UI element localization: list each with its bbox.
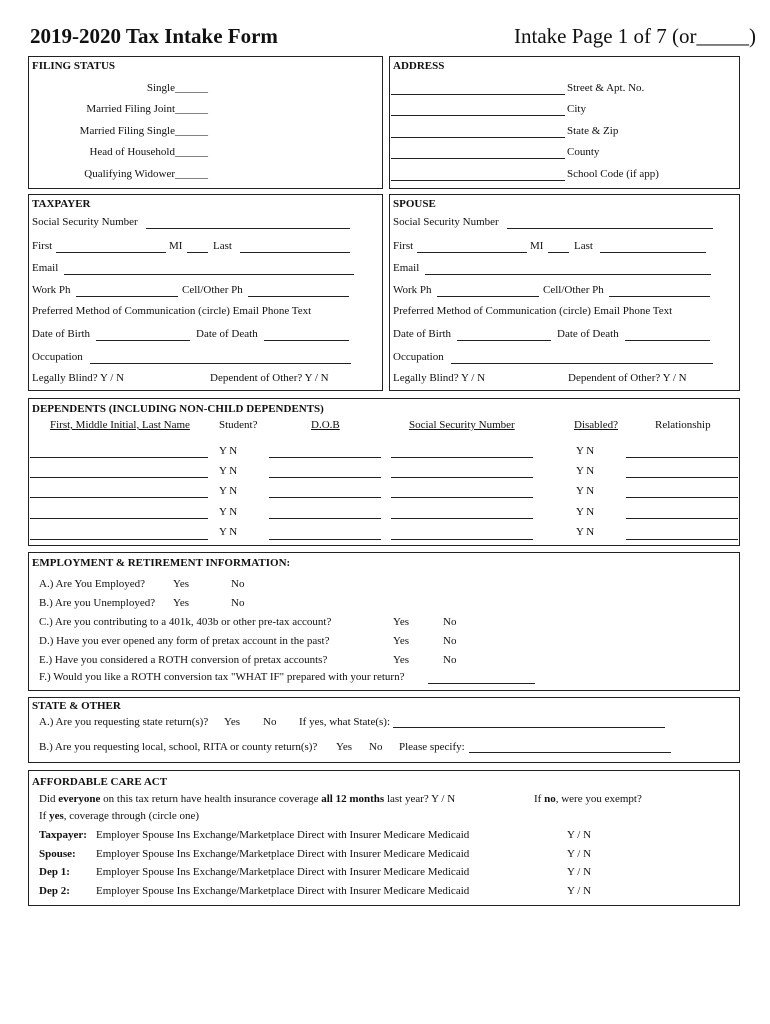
taxpayer-last-input[interactable]: [240, 252, 350, 253]
state-zip-input[interactable]: [391, 137, 565, 138]
taxpayer-mi-input[interactable]: [187, 252, 208, 253]
taxpayer-occupation-input[interactable]: [90, 363, 351, 364]
spouse-work-ph-label: Work Ph: [393, 284, 432, 296]
filing-status-header: FILING STATUS: [32, 60, 116, 72]
aca-row-dep1-yn[interactable]: Y / N: [567, 866, 592, 878]
spouse-legally-blind[interactable]: Legally Blind? Y / N: [393, 372, 486, 384]
dependents-col-relationship: Relationship: [655, 419, 711, 431]
spouse-dob-label: Date of Birth: [393, 328, 452, 340]
school-code-label: School Code (if app): [567, 168, 659, 180]
dependent-dob-input[interactable]: [269, 457, 381, 458]
aca-q-all-months: all 12 months: [321, 793, 385, 805]
dependent-relationship-input[interactable]: [626, 539, 738, 540]
taxpayer-email-label: Email: [32, 262, 59, 274]
taxpayer-dob-label: Date of Birth: [32, 328, 91, 340]
spouse-occupation-label: Occupation: [393, 351, 444, 363]
taxpayer-mi-label: MI: [169, 240, 183, 252]
spouse-ssn-input[interactable]: [507, 228, 713, 229]
state-q-b-yes[interactable]: Yes: [336, 741, 353, 753]
dependent-name-input[interactable]: [30, 477, 208, 478]
spouse-last-input[interactable]: [600, 252, 706, 253]
dependents-col-name: First, Middle Initial, Last Name: [50, 419, 190, 431]
spouse-ssn-label: Social Security Number: [393, 216, 499, 228]
aca-header: AFFORDABLE CARE ACT: [32, 776, 168, 788]
county-label: County: [567, 146, 600, 158]
dependent-relationship-input[interactable]: [626, 477, 738, 478]
aca-q-everyone: everyone: [58, 793, 101, 805]
taxpayer-dob-input[interactable]: [96, 340, 190, 341]
filing-option-qualifying-widower[interactable]: Qualifying Widower______: [84, 168, 208, 180]
state-q-b: B.) Are you requesting local, school, RITA or county return(s)?: [39, 741, 318, 753]
employment-q-d-no[interactable]: No: [443, 635, 457, 647]
employment-q-a: A.) Are You Employed?: [39, 578, 146, 590]
dependent-student-yn[interactable]: Y N: [219, 465, 238, 477]
city-label: City: [567, 103, 586, 115]
state-other-box: [28, 697, 740, 763]
employment-q-e-no[interactable]: No: [443, 654, 457, 666]
aca-row-dep2-label: Dep 2:: [39, 885, 70, 897]
taxpayer-cell-ph-input[interactable]: [248, 296, 349, 297]
employment-q-a-no[interactable]: No: [231, 578, 245, 590]
aca-row-taxpayer-yn[interactable]: Y / N: [567, 829, 592, 841]
aca-exempt-part: , were you exempt?: [555, 793, 642, 805]
state-if-yes-label: If yes, what State(s):: [299, 716, 391, 728]
dependent-name-input[interactable]: [30, 518, 208, 519]
state-q-a-no[interactable]: No: [263, 716, 277, 728]
dependent-relationship-input[interactable]: [626, 457, 738, 458]
spouse-dod-input[interactable]: [625, 340, 710, 341]
aca-cov-yes: yes: [49, 810, 64, 822]
dependents-col-ssn: Social Security Number: [409, 419, 515, 431]
spouse-work-ph-input[interactable]: [437, 296, 539, 297]
state-q-b-no[interactable]: No: [369, 741, 383, 753]
dependent-ssn-input[interactable]: [391, 457, 533, 458]
state-q-a-yes[interactable]: Yes: [224, 716, 241, 728]
state-please-specify-label: Please specify:: [399, 741, 465, 753]
aca-row-dep1-label: Dep 1:: [39, 866, 70, 878]
dependent-ssn-input[interactable]: [391, 539, 533, 540]
state-q-a: A.) Are you requesting state return(s)?: [39, 716, 209, 728]
spouse-cell-ph-input[interactable]: [609, 296, 710, 297]
employment-q-c-no[interactable]: No: [443, 616, 457, 628]
taxpayer-ssn-input[interactable]: [146, 228, 350, 229]
spouse-first-label: First: [393, 240, 414, 252]
taxpayer-work-ph-label: Work Ph: [32, 284, 71, 296]
filing-option-head-of-household[interactable]: Head of Household______: [89, 146, 208, 158]
dependent-dob-input[interactable]: [269, 497, 381, 498]
aca-row-taxpayer-options[interactable]: Employer Spouse Ins Exchange/Marketplace Direct with Insurer Medicare Medicaid: [96, 829, 470, 841]
employment-q-f-input[interactable]: [428, 683, 535, 684]
dependent-student-yn[interactable]: Y N: [219, 485, 238, 497]
employment-q-f: F.) Would you like a ROTH conversion tax "WHAT IF" prepared with your return?: [39, 671, 405, 683]
state-names-input[interactable]: [393, 727, 665, 728]
employment-q-b-yes[interactable]: Yes: [173, 597, 190, 609]
state-specify-input[interactable]: [469, 752, 671, 753]
dependent-ssn-input[interactable]: [391, 477, 533, 478]
aca-row-spouse-yn[interactable]: Y / N: [567, 848, 592, 860]
spouse-dob-input[interactable]: [457, 340, 551, 341]
spouse-mi-label: MI: [530, 240, 544, 252]
dependents-header: DEPENDENTS (INCLUDING NON-CHILD DEPENDENTS): [32, 403, 324, 415]
employment-header: EMPLOYMENT & RETIREMENT INFORMATION:: [32, 557, 291, 569]
aca-cov-part: , coverage through (circle one): [63, 810, 200, 822]
dependent-dob-input[interactable]: [269, 477, 381, 478]
dependent-disabled-yn[interactable]: Y N: [576, 526, 595, 538]
address-header: ADDRESS: [393, 60, 445, 72]
employment-q-c: C.) Are you contributing to a 401k, 403b or other pre-tax account?: [39, 616, 332, 628]
taxpayer-first-input[interactable]: [56, 252, 166, 253]
employment-q-b: B.) Are you Unemployed?: [39, 597, 156, 609]
taxpayer-ssn-label: Social Security Number: [32, 216, 138, 228]
aca-q-part: on this tax return have health insurance coverage: [103, 793, 319, 805]
employment-q-c-yes[interactable]: Yes: [393, 616, 410, 628]
dependent-ssn-input[interactable]: [391, 497, 533, 498]
address-box: [389, 56, 740, 189]
aca-row-spouse-label: Spouse:: [39, 848, 76, 860]
taxpayer-pref-comm[interactable]: Preferred Method of Communication (circle) Email Phone Text: [32, 305, 312, 317]
aca-row-taxpayer-label: Taxpayer:: [39, 829, 87, 841]
dependent-relationship-input[interactable]: [626, 518, 738, 519]
aca-exempt-no: no: [544, 793, 556, 805]
spouse-email-input[interactable]: [425, 274, 711, 275]
taxpayer-header: TAXPAYER: [32, 198, 91, 210]
aca-coverage-question: [39, 793, 455, 805]
filing-option-single[interactable]: Single______: [146, 82, 208, 94]
taxpayer-dod-label: Date of Death: [196, 328, 258, 340]
dependents-col-student: Student?: [219, 419, 258, 431]
aca-exempt-question: [534, 793, 642, 805]
street-input[interactable]: [391, 94, 565, 95]
dependent-dob-input[interactable]: [269, 518, 381, 519]
spouse-last-label: Last: [574, 240, 593, 252]
spouse-pref-comm[interactable]: Preferred Method of Communication (circle) Email Phone Text: [393, 305, 673, 317]
taxpayer-legally-blind[interactable]: Legally Blind? Y / N: [32, 372, 125, 384]
taxpayer-dependent-of-other[interactable]: Dependent of Other? Y / N: [210, 372, 329, 384]
aca-row-dep2-yn[interactable]: Y / N: [567, 885, 592, 897]
spouse-dependent-of-other[interactable]: Dependent of Other? Y / N: [568, 372, 687, 384]
spouse-first-input[interactable]: [417, 252, 527, 253]
employment-q-d: D.) Have you ever opened any form of pretax account in the past?: [39, 635, 330, 647]
filing-option-married-joint[interactable]: Married Filing Joint______: [86, 103, 208, 115]
street-label: Street & Apt. No.: [567, 82, 645, 94]
filing-option-married-single[interactable]: Married Filing Single______: [79, 125, 208, 137]
employment-q-e: E.) Have you considered a ROTH conversion of pretax accounts?: [39, 654, 328, 666]
dependent-disabled-yn[interactable]: Y N: [576, 465, 595, 477]
taxpayer-last-label: Last: [213, 240, 232, 252]
dependent-student-yn[interactable]: Y N: [219, 445, 238, 457]
employment-q-d-yes[interactable]: Yes: [393, 635, 410, 647]
spouse-email-label: Email: [393, 262, 420, 274]
city-input[interactable]: [391, 115, 565, 116]
dependent-disabled-yn[interactable]: Y N: [576, 506, 595, 518]
employment-q-a-yes[interactable]: Yes: [173, 578, 190, 590]
aca-row-dep2-options[interactable]: Employer Spouse Ins Exchange/Marketplace Direct with Insurer Medicare Medicaid: [96, 885, 470, 897]
dependent-student-yn[interactable]: Y N: [219, 506, 238, 518]
aca-q-yn[interactable]: last year? Y / N: [386, 793, 456, 805]
aca-exempt-part: If: [534, 793, 542, 805]
aca-row-spouse-options[interactable]: Employer Spouse Ins Exchange/Marketplace Direct with Insurer Medicare Medicaid: [96, 848, 470, 860]
page-info: Intake Page 1 of 7 (or_____): [514, 24, 757, 48]
state-zip-label: State & Zip: [567, 125, 619, 137]
employment-q-b-no[interactable]: No: [231, 597, 245, 609]
taxpayer-cell-ph-label: Cell/Other Ph: [182, 284, 243, 296]
dependent-name-input[interactable]: [30, 539, 208, 540]
taxpayer-work-ph-input[interactable]: [76, 296, 178, 297]
spouse-cell-ph-label: Cell/Other Ph: [543, 284, 604, 296]
dependent-student-yn[interactable]: Y N: [219, 526, 238, 538]
spouse-header: SPOUSE: [393, 198, 436, 210]
dependents-col-dob: D.O.B: [311, 419, 340, 431]
dependent-disabled-yn[interactable]: Y N: [576, 485, 595, 497]
taxpayer-email-input[interactable]: [64, 274, 354, 275]
employment-q-e-yes[interactable]: Yes: [393, 654, 410, 666]
county-input[interactable]: [391, 158, 565, 159]
aca-cov-part: If: [39, 810, 47, 822]
aca-q-part: Did: [39, 793, 56, 805]
dependent-name-input[interactable]: [30, 497, 208, 498]
dependent-name-input[interactable]: [30, 457, 208, 458]
page-title: 2019-2020 Tax Intake Form: [30, 24, 278, 48]
dependent-dob-input[interactable]: [269, 539, 381, 540]
state-other-header: STATE & OTHER: [32, 700, 121, 712]
dependent-disabled-yn[interactable]: Y N: [576, 445, 595, 457]
spouse-mi-input[interactable]: [548, 252, 569, 253]
spouse-occupation-input[interactable]: [451, 363, 713, 364]
spouse-dod-label: Date of Death: [557, 328, 619, 340]
taxpayer-first-label: First: [32, 240, 53, 252]
taxpayer-occupation-label: Occupation: [32, 351, 83, 363]
dependent-relationship-input[interactable]: [626, 497, 738, 498]
dependents-col-disabled: Disabled?: [574, 419, 618, 431]
taxpayer-dod-input[interactable]: [264, 340, 349, 341]
school-code-input[interactable]: [391, 180, 565, 181]
aca-coverage-through: [39, 810, 199, 822]
dependent-ssn-input[interactable]: [391, 518, 533, 519]
aca-row-dep1-options[interactable]: Employer Spouse Ins Exchange/Marketplace Direct with Insurer Medicare Medicaid: [96, 866, 470, 878]
